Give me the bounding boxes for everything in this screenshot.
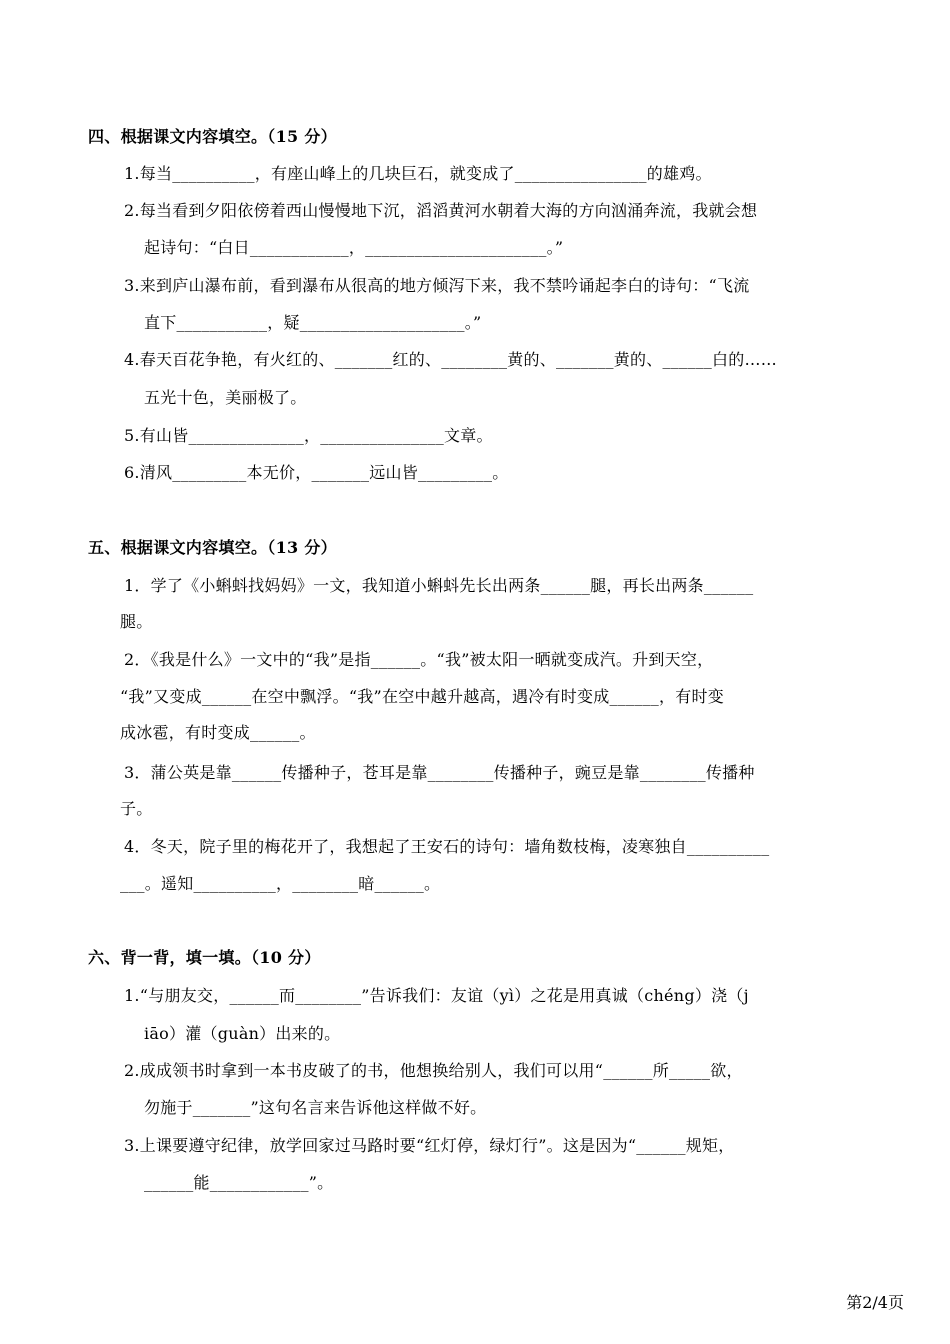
s6-q3-line1: 3.上课要遵守纪律，放学回家过马路时要“红灯停，绿灯行”。这是因为“______规矩， [124, 1136, 735, 1155]
s4-q1-line: 1.每当__________，有座山峰上的几块巨石，就变成了________________的雄鸡。 [124, 164, 712, 183]
s5-q1-line2: 腿。 [120, 612, 153, 631]
s6-q2-line1: 2.成成领书时拿到一本书皮破了的书，他想换给别人，我们可以用“______所_____欲， [124, 1061, 743, 1080]
section-5-heading: 五、根据课文内容填空。（13 分） [88, 538, 337, 557]
s4-q5-line: 5.有山皆______________，_______________文章。 [124, 426, 493, 445]
s5-q3-line2: 子。 [120, 799, 153, 818]
s4-q3-line2: 直下___________，疑____________________。” [144, 313, 482, 332]
s4-q3-line1: 3.来到庐山瀑布前，看到瀑布从很高的地方倾泻下来，我不禁吟诵起李白的诗句：“飞流 [124, 276, 750, 295]
s6-q3-line2: ______能____________”。 [144, 1173, 334, 1192]
s5-q2-line1: 2．《我是什么》一文中的“我”是指______。“我”被太阳一晒就变成汽。升到天空， [124, 650, 714, 669]
s4-q4-line2: 五光十色，美丽极了。 [144, 388, 307, 407]
s5-q4-line2: ___。遥知__________，________暗______。 [120, 874, 441, 893]
s6-q1-line2: iāo）灌（guàn）出来的。 [144, 1024, 341, 1043]
s6-q1-line1: 1.“与朋友交，______而________”告诉我们：友谊（yì）之花是用真诚（chéng）浇（j [124, 986, 749, 1005]
s5-q2-line3: 成冰雹，有时变成______。 [120, 723, 316, 742]
page-number: 第2/4页 [846, 1293, 904, 1312]
s5-q2-line2: “我”又变成______在空中飘浮。“我”在空中越升越高，遇冷有时变成______，有时变 [120, 687, 724, 706]
s4-q2-line1: 2.每当看到夕阳依傍着西山慢慢地下沉，滔滔黄河水朝着大海的方向汹涌奔流，我就会想 [124, 201, 758, 220]
s5-q3-line1: 3．蒲公英是靠______传播种子，苍耳是靠________传播种子，豌豆是靠________传播种 [124, 763, 755, 782]
s4-q6-line: 6.清风_________本无价，_______远山皆_________。 [124, 463, 509, 482]
s5-q1-line1: 1．学了《小蝌蚪找妈妈》一文，我知道小蝌蚪先长出两条______腿，再长出两条______ [124, 576, 754, 595]
s6-q2-line2: 勿施于_______”这句名言来告诉他这样做不好。 [144, 1098, 487, 1117]
s5-q4-line1: 4．冬天，院子里的梅花开了，我想起了王安石的诗句：墙角数枝梅，凌寒独自__________ [124, 837, 770, 856]
section-4-heading: 四、根据课文内容填空。（15 分） [88, 127, 337, 146]
section-6-heading: 六、背一背，填一填。（10 分） [88, 948, 321, 967]
s4-q2-line2: 起诗句：“白日____________，______________________。” [144, 238, 564, 257]
s4-q4-line1: 4.春天百花争艳，有火红的、_______红的、________黄的、_______黄的、______白的…… [124, 350, 778, 369]
